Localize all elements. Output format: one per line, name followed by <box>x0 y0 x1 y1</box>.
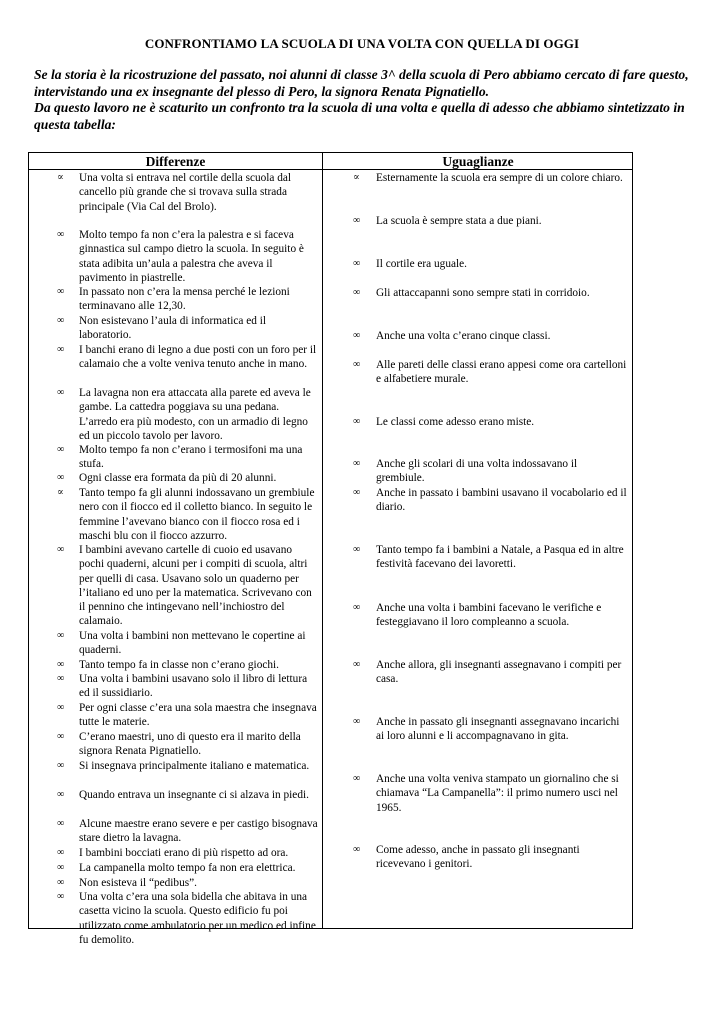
bullet-icon: ∞ <box>57 673 65 684</box>
list-item <box>323 358 628 387</box>
list-item <box>29 788 319 802</box>
list-item <box>29 486 319 543</box>
list-item-text: I bambini avevano cartelle di cuoio ed usavano pochi quaderni, alcuni per i compiti di scuola, altri per quelli di casa. Usavano solo un quaderno per l’italiano ed uno per la matematica. Scrivevano con il pennino che intingevano nell’inchiostro del calamaio. <box>79 544 312 628</box>
list-item-text: I bambini bocciati erano di più rispetto ad ora. <box>79 847 289 859</box>
list-item <box>323 286 628 300</box>
list-item-text: Molto tempo fa non c’era la palestra e si faceva ginnastica sul campo dietro la scuola. In seguito è stata adibita un’aula a palestra che aveva il pavimento in piastrelle. <box>79 229 304 284</box>
header-uguaglianze: Uguaglianze <box>442 154 514 169</box>
list-item-text: Anche gli scolari di una volta indossavano il grembiule. <box>376 458 578 485</box>
list-item <box>29 629 319 658</box>
bullet-icon: ∞ <box>57 862 65 873</box>
list-item <box>29 343 319 372</box>
header-differenze: Differenze <box>145 154 206 169</box>
bullet-icon: ∞ <box>57 877 65 888</box>
list-item <box>323 257 628 271</box>
list-item <box>29 730 319 759</box>
list-item <box>29 228 319 285</box>
list-item-text: Tanto tempo fa gli alunni indossavano un grembiule nero con il fiocco ed il colletto bianco. In seguito le femmine l’avevano bianco con il fiocco rosa ed i maschi blu con il fiocco azzurro. <box>79 487 315 542</box>
list-item <box>323 329 628 343</box>
list-item <box>29 443 319 472</box>
list-item-text: La campanella molto tempo fa non era elettrica. <box>79 862 296 874</box>
list-item-text: Anche una volta i bambini facevano le verifiche e festeggiavano il loro compleanno a scuola. <box>376 602 602 629</box>
bullet-icon: ∞ <box>57 818 65 829</box>
header-divider <box>29 169 632 170</box>
list-item <box>323 772 628 815</box>
bullet-icon: ∞ <box>57 472 65 483</box>
list-item <box>323 457 628 486</box>
list-item <box>29 672 319 701</box>
list-item <box>29 171 319 214</box>
bullet-icon: ∞ <box>353 287 361 298</box>
list-item <box>29 658 319 672</box>
list-item-text: Il cortile era uguale. <box>376 258 467 270</box>
bullet-icon: ∞ <box>57 847 65 858</box>
list-item <box>29 543 319 629</box>
bullet-icon: ∞ <box>353 487 361 498</box>
list-item <box>323 601 628 630</box>
intro-paragraph-1: Se la storia è la ricostruzione del passato, noi alunni di classe 3^ della scuola di Pero abbiamo cercato di fare questo, intervistando una ex insegnante del plesso di Pero, la signora Renata Pignatiello. <box>34 67 689 99</box>
list-item-text: Una volta i bambini non mettevano le copertine ai quaderni. <box>79 630 306 657</box>
bullet-icon: ∞ <box>57 659 65 670</box>
bullet-icon: ∞ <box>57 760 65 771</box>
bullet-icon: ∝ <box>353 172 360 183</box>
bullet-icon: ∞ <box>57 444 65 455</box>
intro-text <box>34 67 694 133</box>
list-item <box>323 543 628 572</box>
list-item <box>29 817 319 846</box>
list-item-text: Anche in passato i bambini usavano il vocabolario ed il diario. <box>376 487 627 514</box>
list-item <box>29 861 319 875</box>
list-item <box>323 171 628 185</box>
bullet-icon: ∞ <box>57 630 65 641</box>
bullet-icon: ∞ <box>353 359 361 370</box>
bullet-icon: ∞ <box>57 344 65 355</box>
list-item-text: Anche in passato gli insegnanti assegnavano incarichi ai loro alunni e li accompagnavano in gita. <box>376 716 620 743</box>
comparison-table <box>28 152 633 946</box>
list-item <box>29 890 319 947</box>
list-item <box>323 658 628 687</box>
list-item-text: Non esisteva il “pedibus”. <box>79 877 197 889</box>
list-item-text: Tanto tempo fa in classe non c’erano giochi. <box>79 659 279 671</box>
bullet-icon: ∞ <box>353 602 361 613</box>
bullet-icon: ∞ <box>57 286 65 297</box>
list-item-text: Molto tempo fa non c’erano i termosifoni ma una stufa. <box>79 444 303 471</box>
bullet-icon: ∞ <box>57 387 65 398</box>
list-item <box>29 314 319 343</box>
list-item-text: Esternamente la scuola era sempre di un colore chiaro. <box>376 172 623 184</box>
bullet-icon: ∞ <box>353 773 361 784</box>
list-item-text: Come adesso, anche in passato gli insegnanti ricevevano i genitori. <box>376 844 580 871</box>
bullet-icon: ∞ <box>353 844 361 855</box>
list-item-text: Anche una volta veniva stampato un giornalino che si chiamava “La Campanella”: il primo numero usci nel 1965. <box>376 773 619 814</box>
list-item <box>29 759 319 773</box>
list-item-text: La scuola è sempre stata a due piani. <box>376 215 542 227</box>
bullet-icon: ∞ <box>353 416 361 427</box>
list-item-text: Alcune maestre erano severe e per castigo bisognava stare dietro la lavagna. <box>79 818 318 845</box>
bullet-icon: ∞ <box>57 544 65 555</box>
list-item <box>29 701 319 730</box>
list-item-text: C’erano maestri, uno di questo era il marito della signora Renata Pignatiello. <box>79 731 301 758</box>
bullet-icon: ∞ <box>57 229 65 240</box>
list-item-text: Tanto tempo fa i bambini a Natale, a Pasqua ed in altre festività facevano dei lavoretti. <box>376 544 624 571</box>
list-item-text: Anche allora, gli insegnanti assegnavano i compiti per casa. <box>376 659 622 686</box>
bullet-icon: ∞ <box>353 544 361 555</box>
bullet-icon: ∞ <box>57 789 65 800</box>
list-item <box>323 843 628 872</box>
list-item-text: Si insegnava principalmente italiano e matematica. <box>79 760 310 772</box>
list-item-text: Quando entrava un insegnante ci si alzava in piedi. <box>79 789 309 801</box>
page-title: CONFRONTIAMO LA SCUOLA DI UNA VOLTA CON QUELLA DI OGGI <box>144 36 580 51</box>
bullet-icon: ∝ <box>57 172 64 183</box>
list-item-text: Gli attaccapanni sono sempre stati in corridoio. <box>376 287 590 299</box>
list-item-text: I banchi erano di legno a due posti con un foro per il calamaio che a volte veniva tenuto anche in mano. <box>79 344 317 371</box>
bullet-icon: ∞ <box>353 215 361 226</box>
list-item <box>323 214 628 228</box>
bullet-icon: ∞ <box>57 702 65 713</box>
list-item-text: In passato non c’era la mensa perché le lezioni terminavano alle 12,30. <box>79 286 290 313</box>
bullet-icon: ∞ <box>353 716 361 727</box>
bullet-icon: ∞ <box>353 330 361 341</box>
bullet-icon: ∞ <box>353 659 361 670</box>
list-item-text: Una volta c’era una sola bidella che abitava in una casetta vicino la scuola. Questo edificio fu poi utilizzato come ambulatorio per un medico ed infine fu demolito. <box>79 891 316 946</box>
bullet-icon: ∞ <box>57 731 65 742</box>
intro-paragraph-2: Da questo lavoro ne è scaturito un confronto tra la scuola di una volta e quella di adesso che abbiamo sintetizzato in questa tabella: <box>34 100 685 132</box>
list-item-text: Alle pareti delle classi erano appesi come ora cartelloni e alfabetiere murale. <box>376 359 627 386</box>
bullet-icon: ∞ <box>353 258 361 269</box>
list-item-text: Le classi come adesso erano miste. <box>376 416 535 428</box>
list-item-text: Una volta i bambini usavano solo il libro di lettura ed il sussidiario. <box>79 673 308 700</box>
bullet-icon: ∝ <box>57 487 64 498</box>
list-item <box>323 415 628 429</box>
list-item-text: Una volta si entrava nel cortile della scuola dal cancello più grande che si trovava sulla strada principale (Via Cal del Brolo). <box>79 172 292 213</box>
list-item <box>29 471 319 485</box>
list-item-text: Anche una volta c’erano cinque classi. <box>376 330 551 342</box>
list-item <box>29 285 319 314</box>
list-item-text: Ogni classe era formata da più di 20 alunni. <box>79 472 277 484</box>
bullet-icon: ∞ <box>57 891 65 902</box>
list-item <box>29 846 319 860</box>
list-item-text: Per ogni classe c’era una sola maestra che insegnava tutte le materie. <box>79 702 317 729</box>
list-item-text: La lavagna non era attaccata alla parete ed aveva le gambe. La cattedra poggiava su una pedana. L’arredo era più modesto, con un armadio di legno ed un piccolo tavolo per lavoro. <box>79 387 311 442</box>
list-item <box>29 386 319 443</box>
list-item-text: Non esistevano l’aula di informatica ed il laboratorio. <box>79 315 266 342</box>
bullet-icon: ∞ <box>353 458 361 469</box>
bullet-icon: ∞ <box>57 315 65 326</box>
list-item <box>323 486 628 515</box>
list-item <box>29 876 319 890</box>
list-item <box>323 715 628 744</box>
